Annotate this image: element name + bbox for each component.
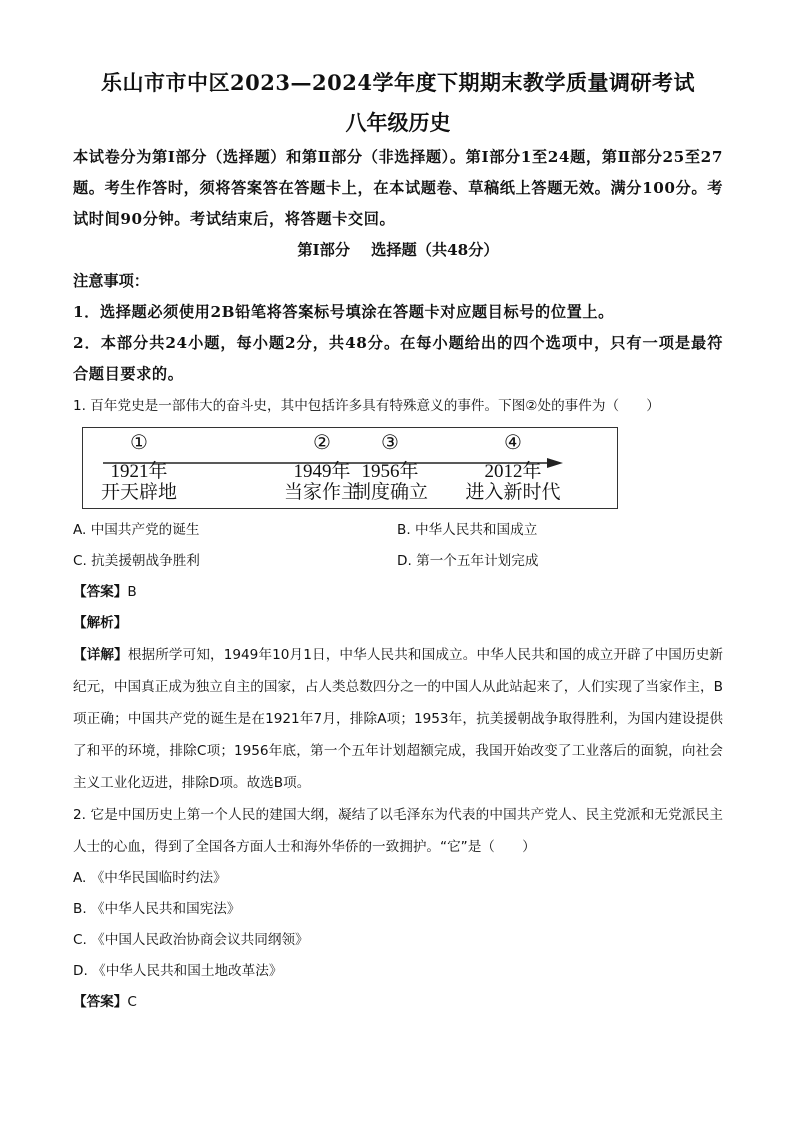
q2-option-d: D. 《中华人民共和国土地改革法》 bbox=[73, 963, 283, 979]
option-a: A. 中国共产党的诞生 bbox=[73, 522, 200, 538]
exam-page bbox=[73, 62, 723, 1018]
section-heading: 第Ⅰ部分 选择题（共48分） bbox=[297, 241, 499, 259]
detail-text: 根据所学可知，1949年10月1日，中华人民共和国成立。中华人民共和国的成立开辟了中国历史新纪元，中国真正成为独立自主的国家，占人类总数四分之一的中国人从此站起来了，人们实现了当家作主，B项正确；中国共产党的诞生是在1921年7月，排除A项；1953年，抗美援朝战争取得胜利，为国内建设提供了和平的环境，排除C项；1956年底，第一个五年计划超额完成，我国开始改变了工业落后的面貌，向社会主义工业化迈进，排除D项。故选B项。 bbox=[73, 647, 723, 791]
detail-tag: 【详解】 bbox=[73, 647, 128, 663]
exam-intro: 本试卷分为第Ⅰ部分（选择题）和第Ⅱ部分（非选择题）。第Ⅰ部分1至24题，第Ⅱ部分25至27题。考生作答时，须将答案答在答题卡上，在本试题卷、草稿纸上答题无效。满分100分。考试时间90分钟。考试结束后，将答题卡交回。 bbox=[73, 148, 723, 228]
timeline-year: 1921年 bbox=[110, 461, 168, 482]
timeline-figure bbox=[82, 427, 618, 509]
q2-option-a: A. 《中华民国临时约法》 bbox=[73, 870, 227, 886]
notes-title: 注意事项： bbox=[73, 272, 149, 290]
timeline-year: 2012年 bbox=[484, 461, 542, 482]
option-b: B. 中华人民共和国成立 bbox=[397, 522, 538, 538]
timeline-mark: ② bbox=[313, 432, 331, 454]
answer-tag: 【答案】 bbox=[73, 584, 128, 600]
timeline-label: 制度确立 bbox=[351, 482, 428, 503]
timeline-mark: ④ bbox=[504, 432, 522, 454]
timeline-mark: ① bbox=[130, 432, 148, 454]
question-2-answer bbox=[73, 987, 723, 1018]
timeline-label: 进入新时代 bbox=[465, 482, 561, 503]
note-item-2: 2．本部分共24小题，每小题2分，共48分。在每小题给出的四个选项中，只有一项是最符合题目要求的。 bbox=[73, 334, 723, 383]
question-1-detail bbox=[73, 639, 723, 799]
exam-title: 乐山市市中区2023—2024学年度下期期末教学质量调研考试 bbox=[101, 70, 695, 95]
q2-option-c: C. 《中国人民政治协商会议共同纲领》 bbox=[73, 932, 309, 948]
answer-tag: 【答案】 bbox=[73, 994, 128, 1010]
question-1-answer bbox=[73, 577, 723, 608]
answer-value: C bbox=[127, 994, 137, 1010]
timeline-node-3 bbox=[335, 432, 445, 503]
question-2-stem: 2. 它是中国历史上第一个人民的建国大纲，凝结了以毛泽东为代表的中国共产党人、民主党派和无党派民主人士的心血，得到了全国各方面人士和海外华侨的一致拥护。“它”是（ ） bbox=[73, 807, 723, 855]
question-1-analysis-tag bbox=[73, 608, 723, 639]
q2-option-b: B. 《中华人民共和国宪法》 bbox=[73, 901, 241, 917]
note-item-1: 1．选择题必须使用2B铅笔将答案标号填涂在答题卡对应题目标号的位置上。 bbox=[73, 303, 614, 321]
timeline-mark: ③ bbox=[381, 432, 399, 454]
question-1-stem: 1. 百年党史是一部伟大的奋斗史，其中包括许多具有特殊意义的事件。下图②处的事件为（ ） bbox=[73, 398, 660, 414]
timeline-label: 开天辟地 bbox=[100, 482, 177, 503]
option-c: C. 抗美援朝战争胜利 bbox=[73, 553, 200, 569]
analysis-tag: 【解析】 bbox=[73, 615, 128, 631]
option-d: D. 第一个五年计划完成 bbox=[397, 553, 539, 569]
question-1-options bbox=[73, 515, 723, 577]
answer-value: B bbox=[127, 584, 137, 600]
timeline-node-4 bbox=[458, 432, 568, 503]
timeline-year: 1949年 bbox=[293, 461, 351, 482]
timeline-label: 当家作主 bbox=[283, 482, 360, 503]
timeline-year: 1956年 bbox=[361, 461, 419, 482]
timeline-node-1 bbox=[84, 432, 194, 503]
exam-subtitle: 八年级历史 bbox=[345, 110, 451, 135]
